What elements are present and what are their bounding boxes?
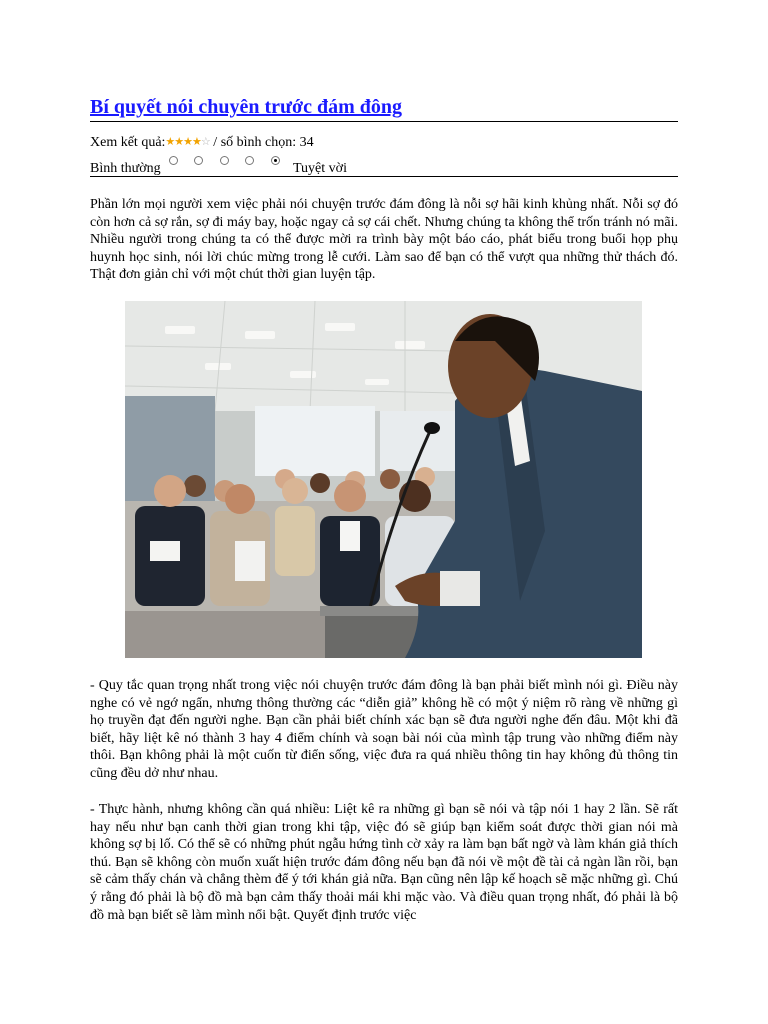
body-paragraph-2: - Thực hành, nhưng không cần quá nhiều: Liệt kê ra những gì bạn sẽ nói và tập nói 1 hay 2 lần. Sẽ rất hay nếu như bạn canh thời gian trong khi tập, việc đó sẽ giúp bạn kiểm soát được thời gian nói mà không sợ bị lố. Có thể sẽ có những phút ngẫu hứng tình cờ xảy ra làm bạn bất ngờ và làm khán giả thích thú. Bạn sẽ không còn muốn xuất hiện trước đám đông nếu bạn đã nói về một đề tài cả ngàn lần rồi, bạn sẽ cảm thấy chán và chẳng thèm để ý tới khán giả nữa. Bạn cũng nên lập kế hoạch sẽ mặc những gì. Chú ý rằng đó phải là bộ đồ mà bạn cảm thấy thoải mái khi mặc vào. Và điều quan trọng nhất, đó phải là bộ đồ mà bạn biết sẽ làm mình nổi bật. Quyết định trước việc [90,802,678,923]
vote-low-label: Bình thường [90,161,161,176]
rating-stars [165,133,209,151]
rating-summary [90,133,314,152]
vote-option-radio[interactable] [169,156,178,165]
body-paragraph-1: - Quy tắc quan trọng nhất trong việc nói chuyện trước đám đông là bạn phải biết mình nói gì. Điều này nghe có vẻ ngớ ngẩn, nhưng thông thường các “diễn giả” không hề có một ý niệm rõ ràng về những gì họ truyền đạt đến người nghe. Bạn cần phải biết chính xác bạn sẽ đưa người nghe đến đâu. Một khi đã biết, hãy liệt kê nó thành 3 hay 4 điểm chính và soạn bài nói của mình tập trung vào những điểm này thôi. Bạn không phải là một cuốn từ điển sống, việc đưa ra quá nhiều thông tin hay không đủ thông tin cũng đều dở như nhau. [90,678,678,781]
rating-separator: / [209,135,221,150]
vote-high-label: Tuyệt vời [293,161,347,176]
article-title-link[interactable]: Bí quyết nói chuyên trước đám đông [90,94,678,122]
star-filled-icon: ★ [192,136,201,148]
vote-count: số bình chọn: 34 [220,135,314,150]
star-filled-icon: ★ [174,136,184,148]
intro-paragraph: Phần lớn mọi người xem việc phải nói chuyện trước đám đông là nỗi sợ hãi kinh khủng nhất. Nỗi sợ đó còn hơn cả sợ rắn, sợ đi máy bay, hoặc ngay cả sợ cái chết. Nhưng chúng ta không thể trốn tránh nó mãi. Nhiều người trong chúng ta có thể được mời ra trình bày một báo cáo, phát biểu trong buổi họp phụ huynh học sinh, nói lời chúc mừng trong lễ cưới. Làm sao để bạn có thể vượt qua những thử thách đó. Thật đơn giản chỉ với một chút thời gian luyện tập. [90,197,678,283]
vote-scale [90,156,678,177]
vote-option-radio[interactable] [194,156,203,165]
star-empty-icon: ☆ [200,136,210,148]
star-filled-icon: ★ [165,136,175,148]
vote-option-radio[interactable] [220,156,229,165]
star-filled-icon: ★ [183,136,193,148]
vote-option-radio[interactable] [271,156,280,165]
vote-option-radio[interactable] [245,156,254,165]
speaker-audience-photo [125,301,642,658]
rating-label: Xem kết quả: [90,135,166,150]
